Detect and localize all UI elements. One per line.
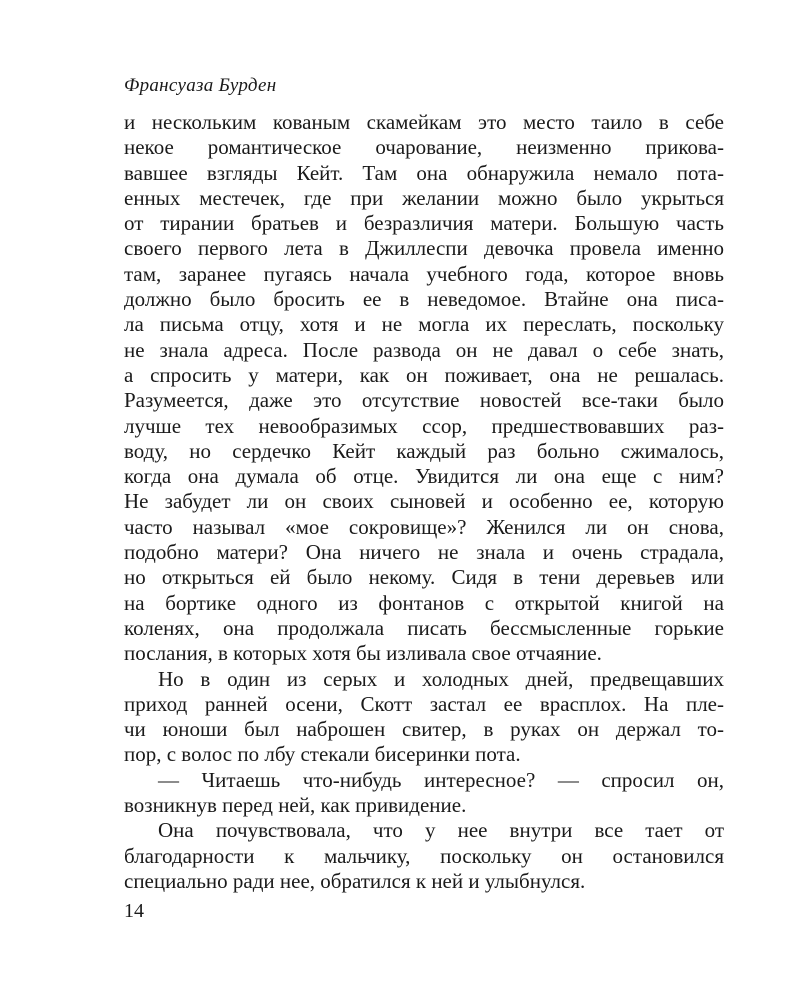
text-line: енных местечек, где при желании можно было укрыться — [124, 185, 724, 210]
body-text — [124, 110, 724, 894]
text-line: приход ранней осени, Скотт застал ее врасплох. На пле- — [124, 691, 724, 716]
text-line: Но в один из серых и холодных дней, предвещавших — [158, 666, 724, 691]
text-line: часто называл «мое сокровище»? Женился ли он снова, — [124, 514, 724, 539]
text-line: должно было бросить ее в неведомое. Втайне она писа- — [124, 287, 724, 312]
text-line: коленях, она продолжала писать бессмысленные горькие — [124, 615, 724, 640]
text-line: пор, с волос по лбу стекали бисеринки пота. — [124, 742, 521, 767]
text-line: от тирании братьев и безразличия матери. Большую часть — [124, 211, 724, 236]
text-line: и нескольким кованым скамейкам это место таило в себе — [124, 110, 724, 134]
text-line: специально ради нее, обратился к ней и улыбнулся. — [124, 868, 586, 893]
text-line: ла письма отцу, хотя и не могла их переслать, поскольку — [124, 312, 724, 337]
text-line: не знала адреса. После развода он не давал о себе знать, — [124, 337, 724, 362]
text-line: подобно матери? Она ничего не знала и очень страдала, — [124, 540, 724, 565]
text-line: когда она думала об отце. Увидится ли она еще с ним? — [124, 464, 724, 489]
text-line: своего первого лета в Джиллеспи девочка провела именно — [124, 236, 724, 261]
text-line: воду, но сердечко Кейт каждый раз больно сжималось, — [124, 438, 724, 463]
page-number: 14 — [124, 900, 144, 922]
text-line: некое романтическое очарование, неизменно прикова- — [124, 135, 724, 160]
text-line: а спросить у матери, как он поживает, она не решалась. — [124, 362, 724, 387]
running-head: Франсуаза Бурден — [124, 75, 277, 96]
text-line: вавшее взгляды Кейт. Там она обнаружила немало пота- — [124, 160, 724, 185]
text-line: — Читаешь что-нибудь интересное? — спросил он, — [158, 767, 724, 792]
text-line: Не забудет ли он своих сыновей и особенно ее, которую — [124, 489, 724, 514]
text-line: возникнув перед ней, как привидение. — [124, 793, 467, 818]
text-line: послания, в которых хотя бы изливала свое отчаяние. — [124, 641, 602, 666]
text-line: на бортике одного из фонтанов с открытой книгой на — [124, 590, 724, 615]
text-line: Разумеется, даже это отсутствие новостей все-таки было — [124, 388, 724, 413]
text-line: Она почувствовала, что у нее внутри все тает от — [158, 818, 724, 843]
text-line: там, заранее пугаясь начала учебного года, которое вновь — [124, 261, 724, 286]
text-line: но открыться ей было некому. Сидя в тени деревьев или — [124, 565, 724, 590]
text-line: благодарности к мальчику, поскольку он остановился — [124, 843, 724, 868]
text-line: чи юноши был наброшен свитер, в руках он держал то- — [124, 717, 724, 742]
text-line: лучше тех невообразимых ссор, предшествовавших раз- — [124, 413, 724, 438]
